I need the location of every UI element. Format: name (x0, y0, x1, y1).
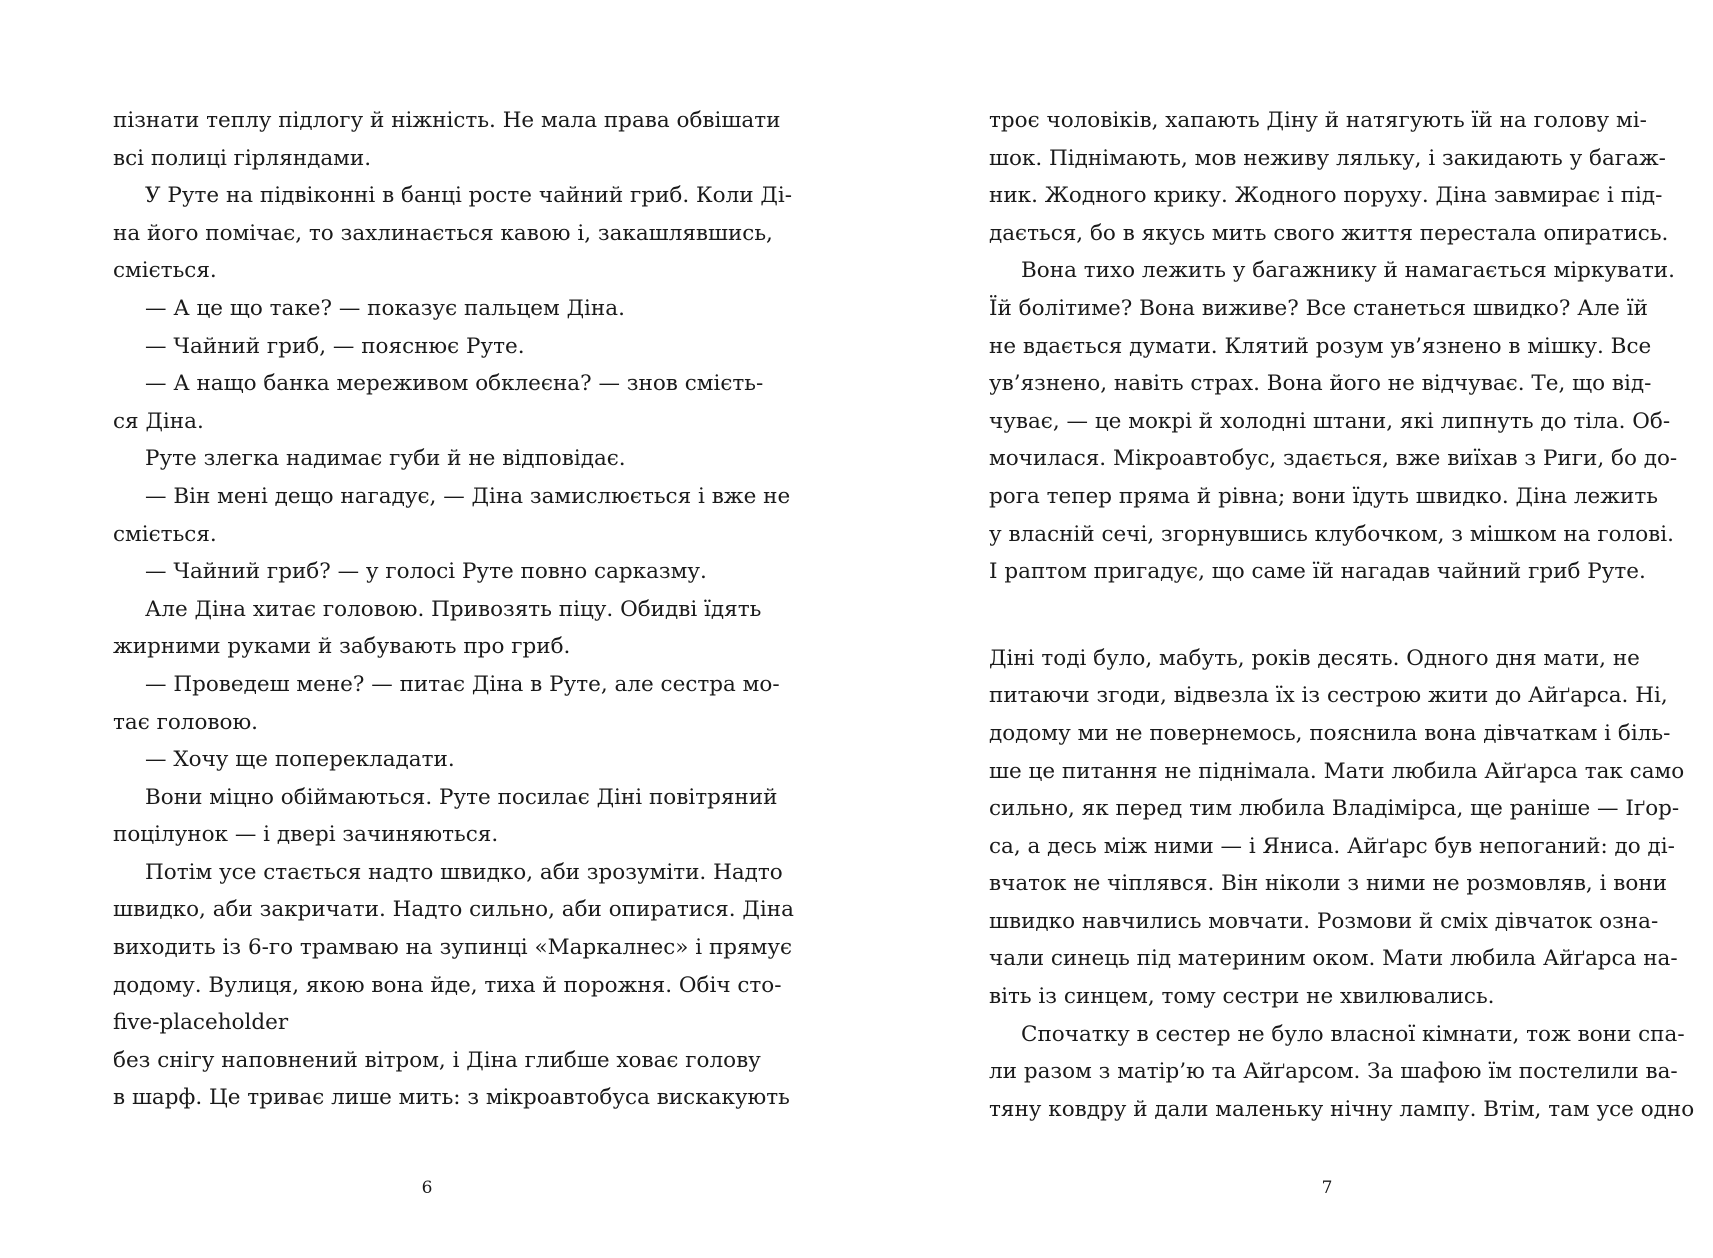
text-line: Діні тоді було, мабуть, років десять. Одного дня мати, не (989, 645, 1640, 671)
text-line: — Чайний гриб? — у голосі Руте повно сарказму. (145, 559, 707, 585)
left-page (0, 0, 856, 1258)
text-line: на його помічає, то захлинається кавою і, закашлявшись, (113, 220, 773, 246)
text-line: ше це питання не піднімала. Мати любила Айґарса так само (989, 758, 1685, 784)
text-line: — Він мені дещо нагадує, — Діна замислюється і вже не (145, 483, 791, 509)
text-line: — А нащо банка мереживом обклеєна? — знов смієть- (145, 371, 764, 397)
text-line: Але Діна хитає головою. Привозять піцу. Обидві їдять (145, 596, 762, 622)
text-line: ник. Жодного крику. Жодного поруху. Діна завмирає і під- (989, 183, 1663, 209)
right-page (856, 0, 1713, 1258)
text-line: тяну ковдру й дали маленьку нічну лампу. Втім, там усе одно (989, 1096, 1695, 1122)
text-line: швидко навчились мовчати. Розмови й сміх дівчаток озна- (989, 908, 1659, 934)
text-line: ся Діна. (113, 408, 204, 434)
text-line: сміється. (113, 521, 217, 547)
text-line: без снігу наповнений вітром, і Діна глибше ховає голову (113, 1047, 761, 1073)
text-line: шок. Піднімають, мов неживу ляльку, і закидають у багаж- (989, 145, 1666, 171)
text-line: ли разом з матір’ю та Айґарсом. За шафою їм постелили ва- (989, 1059, 1678, 1085)
text-line: додому ми не повернемось, пояснила вона дівчаткам і біль- (989, 720, 1671, 746)
text-line: Руте злегка надимає губи й не відповідає. (145, 446, 626, 472)
page-number-right: 7 (1321, 1178, 1333, 1198)
text-line: five-placeholder (113, 1010, 289, 1036)
text-line: сміється. (113, 258, 217, 284)
text-line: не вдається думати. Клятий розум ув’язнено в мішку. Все (989, 333, 1652, 359)
text-line: У Руте на підвіконні в банці росте чайний гриб. Коли Ді- (145, 183, 793, 209)
text-line: сильно, як перед тим любила Владімірса, ще раніше — Іґор- (989, 796, 1680, 822)
text-line: жирними руками й забувають про гриб. (113, 634, 571, 660)
text-line: Вона тихо лежить у багажнику й намагається міркувати. (1021, 258, 1675, 284)
text-line: вчаток не чіплявся. Він ніколи з ними не розмовляв, і вони (989, 871, 1668, 897)
text-line: чали синець під материним оком. Мати любила Айґарса на- (989, 946, 1678, 972)
text-line: всі полиці гірляндами. (113, 145, 372, 171)
right-page-text (989, 102, 1695, 1128)
text-line: дається, бо в якусь мить свого життя перестала опиратись. (989, 220, 1669, 246)
text-line: швидко, аби закричати. Надто сильно, аби опиратися. Діна (113, 897, 794, 923)
text-line: ув’язнено, навіть страх. Вона його не відчуває. Те, що від- (989, 371, 1652, 397)
text-line: Їй болітиме? Вона виживе? Все станеться швидко? Але їй (989, 295, 1648, 321)
text-line: мочилася. Мікроавтобус, здається, вже виїхав з Риги, бо до- (989, 446, 1678, 472)
text-line: поцілунок — і двері зачиняються. (113, 822, 499, 848)
page-number-left: 6 (421, 1178, 433, 1198)
text-line: у власній сечі, згорнувшись клубочком, з мішком на голові. (989, 521, 1674, 547)
text-line: — Чайний гриб, — пояснює Руте. (145, 333, 525, 359)
text-line: — Проведеш мене? — питає Діна в Руте, але сестра мо- (145, 671, 780, 697)
text-line: І раптом пригадує, що саме їй нагадав чайний гриб Руте. (989, 559, 1646, 585)
text-line: тає головою. (113, 709, 258, 735)
text-line: троє чоловіків, хапають Діну й натягують їй на голову мі- (989, 108, 1647, 133)
text-line: Спочатку в сестер не було власної кімнати, тож вони спа- (1021, 1021, 1685, 1047)
text-line: чуває, — це мокрі й холодні штани, які липнуть до тіла. Об- (989, 408, 1671, 434)
text-line: Вони міцно обіймаються. Руте посилає Діні повітряний (145, 784, 778, 810)
text-line: питаючи згоди, відвезла їх із сестрою жити до Айґарса. Ні, (989, 683, 1668, 709)
text-line: в шарф. Це триває лише мить: з мікроавтобуса вискакують (113, 1085, 790, 1111)
text-line: пізнати теплу підлогу й ніжність. Не мала права обвішати (113, 108, 781, 133)
left-page-text (113, 102, 794, 1117)
text-line: віть із синцем, тому сестри не хвилювались. (989, 984, 1495, 1010)
text-line: рога тепер пряма й рівна; вони їдуть швидко. Діна лежить (989, 483, 1658, 509)
text-line: Потім усе стається надто швидко, аби зрозуміти. Надто (145, 859, 783, 885)
text-line: — А це що таке? — показує пальцем Діна. (145, 295, 625, 321)
text-line: виходить із 6-го трамваю на зупинці «Маркалнес» і прямує (113, 935, 793, 961)
text-line: додому. Вулиця, якою вона йде, тиха й порожня. Обіч сто- (113, 972, 782, 998)
text-line: — Хочу ще поперекладати. (145, 747, 455, 773)
section-break (989, 591, 1616, 640)
text-line: са, а десь між ними — і Яниса. Айґарс був непоганий: до ді- (989, 833, 1675, 859)
